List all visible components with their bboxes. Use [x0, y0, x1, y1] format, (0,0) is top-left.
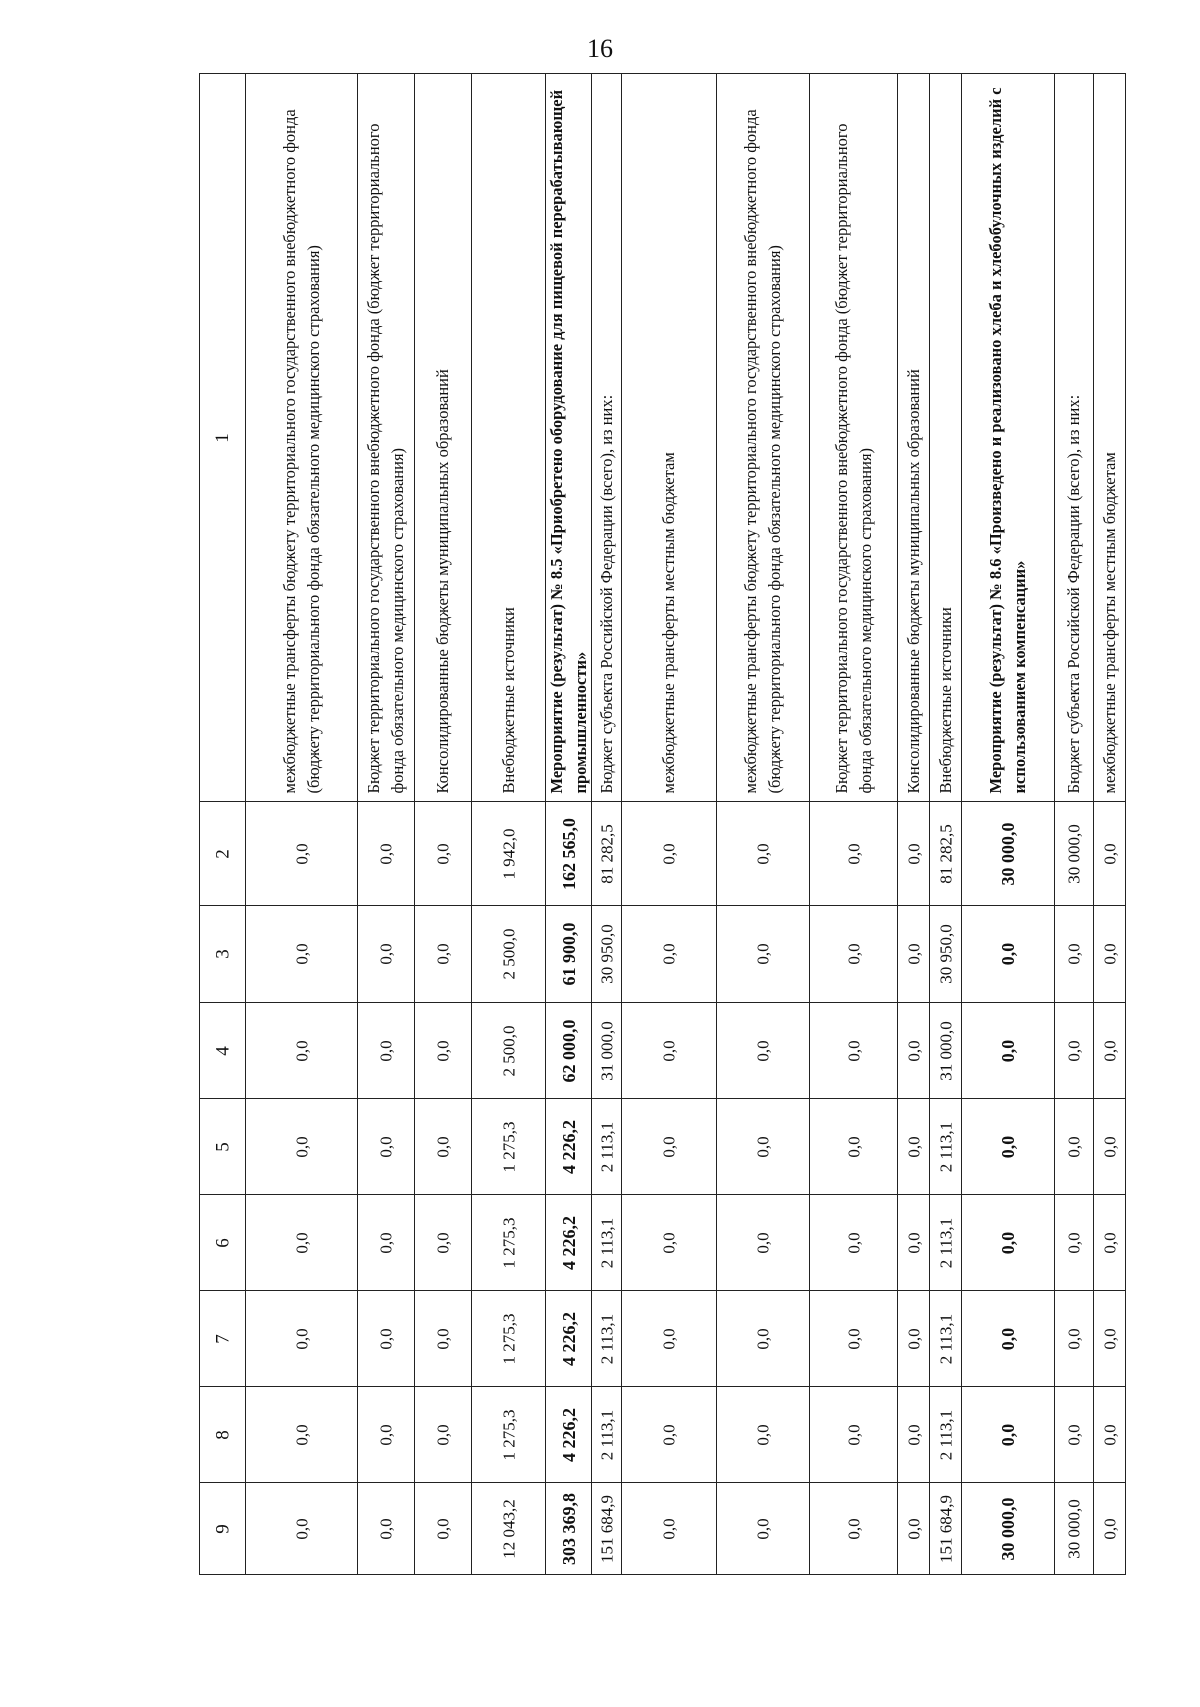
column-number-label: 3: [212, 949, 233, 959]
value-cell: [358, 1003, 415, 1099]
value-text: 61 900,0: [558, 922, 579, 986]
value-text: 0,0: [753, 1327, 773, 1350]
value-cell: [1055, 1195, 1094, 1291]
value-text: 0,0: [433, 1039, 453, 1062]
value-text: 0,0: [998, 1039, 1018, 1062]
value-text: 0,0: [376, 1423, 396, 1446]
value-text: 0,0: [659, 1135, 679, 1158]
value-text: 0,0: [998, 1327, 1018, 1350]
value-cell: [472, 906, 546, 1003]
value-text: 0,0: [904, 1039, 923, 1062]
value-text: 1 275,3: [499, 1313, 518, 1364]
value-cell: [592, 1291, 622, 1387]
value-cell: [810, 1099, 898, 1195]
value-cell: [898, 802, 930, 906]
value-text: 0,0: [292, 1039, 311, 1062]
row-description-text: межбюджетные трансферты бюджету территориального государственного внебюджетного фонда (бюджету территориального фонда обязательного медицинского страхования): [279, 108, 323, 793]
value-cell: [246, 1099, 358, 1195]
value-cell: [810, 1387, 898, 1483]
column-number-label: 1: [211, 432, 233, 443]
value-text: 0,0: [1064, 1231, 1084, 1254]
value-text: 4 226,2: [558, 1407, 579, 1462]
value-cell: [546, 1099, 592, 1195]
value-cell: [962, 1099, 1055, 1195]
column-number-header: [200, 1387, 246, 1483]
value-cell: [592, 1195, 622, 1291]
value-text: 0,0: [1064, 1039, 1084, 1062]
value-text: 0,0: [1100, 1517, 1119, 1540]
value-cell: [622, 1291, 717, 1387]
value-cell: [1055, 1003, 1094, 1099]
value-cell: [622, 802, 717, 906]
value-cell: [717, 802, 810, 906]
value-cell: [472, 1195, 546, 1291]
row-description-text: Бюджет субъекта Российской Федерации (всего), из них:: [596, 394, 616, 793]
row-description: [1055, 74, 1094, 802]
value-text: 30 000,0: [1064, 1498, 1084, 1559]
value-text: 2 113,1: [597, 1217, 616, 1268]
value-cell: [1055, 1483, 1094, 1575]
value-text: 4 226,2: [558, 1215, 579, 1270]
value-text: 1 275,3: [499, 1217, 518, 1268]
value-text: 0,0: [659, 842, 679, 865]
value-cell: [1094, 1291, 1126, 1387]
value-cell: [962, 1291, 1055, 1387]
value-cell: [415, 1099, 472, 1195]
value-text: 0,0: [753, 943, 773, 965]
value-text: 0,0: [659, 1517, 679, 1540]
value-text: 81 282,5: [936, 823, 955, 884]
row-description: [930, 74, 962, 802]
value-text: 0,0: [1100, 1231, 1119, 1254]
value-cell: [415, 802, 472, 906]
value-text: 0,0: [753, 1039, 773, 1062]
value-cell: [472, 1099, 546, 1195]
value-cell: [472, 1387, 546, 1483]
value-cell: [415, 1291, 472, 1387]
value-text: 0,0: [376, 1135, 396, 1158]
value-text: 0,0: [753, 1135, 773, 1158]
value-text: 0,0: [904, 842, 923, 865]
value-cell: [898, 906, 930, 1003]
value-cell: [717, 1291, 810, 1387]
value-text: 1 275,3: [499, 1121, 518, 1172]
value-text: 162 565,0: [558, 817, 579, 890]
row-description-text: Мероприятие (результат) № 8.5 «Приобретено оборудование для пищевой перерабатывающей промышленности»: [546, 89, 590, 793]
description-band: [200, 74, 1126, 802]
value-cell: [810, 1003, 898, 1099]
value-text: 81 282,5: [597, 823, 616, 884]
value-cell: [1094, 1483, 1126, 1575]
value-text: 0,0: [904, 1517, 923, 1540]
value-cell: [1094, 802, 1126, 906]
value-text: 0,0: [433, 1135, 453, 1158]
value-cell: [1055, 1387, 1094, 1483]
value-cell: [930, 1483, 962, 1575]
value-cell: [246, 1387, 358, 1483]
value-text: 0,0: [292, 1135, 311, 1158]
value-text: 0,0: [1100, 1039, 1119, 1062]
value-text: 30 950,0: [597, 924, 616, 984]
column-number-label: 6: [212, 1237, 233, 1248]
value-cell: [717, 1195, 810, 1291]
value-text: 0,0: [433, 943, 453, 965]
value-cell: [717, 1483, 810, 1575]
value-text: 0,0: [844, 1423, 863, 1446]
value-cell: [546, 906, 592, 1003]
column-number-header: [200, 1099, 246, 1195]
value-cell: [898, 1195, 930, 1291]
row-description: [810, 74, 898, 802]
value-cell: [1094, 1003, 1126, 1099]
row-description: [962, 74, 1055, 802]
value-text: 0,0: [904, 943, 923, 965]
column-number-header: [200, 1483, 246, 1575]
value-cell: [546, 1003, 592, 1099]
value-cell: [246, 1003, 358, 1099]
value-text: 0,0: [433, 842, 453, 865]
value-text: 0,0: [1100, 1135, 1119, 1158]
value-cell: [415, 1195, 472, 1291]
value-cell: [810, 1195, 898, 1291]
value-cell: [472, 1003, 546, 1099]
value-cell: [472, 802, 546, 906]
value-text: 0,0: [904, 1231, 923, 1254]
value-cell: [358, 1387, 415, 1483]
value-cell: [717, 1387, 810, 1483]
value-text: 0,0: [753, 1231, 773, 1254]
row-description: [246, 74, 358, 802]
value-cell: [546, 1195, 592, 1291]
value-cell: [930, 1099, 962, 1195]
column-number-label: 8: [212, 1429, 233, 1440]
value-cell: [1094, 906, 1126, 1003]
value-text: 0,0: [1100, 842, 1119, 865]
value-text: 0,0: [292, 1517, 311, 1540]
value-text: 30 000,0: [1064, 823, 1084, 884]
value-text: 0,0: [904, 1135, 923, 1158]
row-description: [622, 74, 717, 802]
value-cell: [358, 802, 415, 906]
column-number-header: [200, 1003, 246, 1099]
value-cell: [962, 1195, 1055, 1291]
value-band-col-8: [200, 1387, 1126, 1483]
value-text: 2 113,1: [936, 1121, 955, 1172]
value-cell: [415, 906, 472, 1003]
row-description: [472, 74, 546, 802]
column-number-header: [200, 74, 246, 802]
value-cell: [546, 802, 592, 906]
value-band-col-7: [200, 1291, 1126, 1387]
value-text: 151 684,9: [936, 1494, 955, 1563]
value-text: 0,0: [844, 842, 863, 865]
column-number-header: [200, 802, 246, 906]
value-cell: [962, 1483, 1055, 1575]
value-text: 0,0: [753, 842, 773, 865]
value-text: 30 950,0: [936, 924, 955, 984]
column-number-label: 7: [212, 1333, 233, 1344]
value-cell: [358, 906, 415, 1003]
value-cell: [930, 906, 962, 1003]
value-text: 0,0: [659, 1327, 679, 1350]
value-cell: [898, 1291, 930, 1387]
value-cell: [810, 906, 898, 1003]
value-text: 0,0: [659, 1423, 679, 1446]
row-description: [717, 74, 810, 802]
column-number-label: 2: [212, 848, 233, 859]
value-cell: [962, 1387, 1055, 1483]
value-text: 2 113,1: [597, 1409, 616, 1460]
value-text: 0,0: [1100, 1423, 1119, 1446]
value-text: 2 113,1: [936, 1313, 955, 1364]
value-text: 0,0: [1100, 943, 1119, 965]
value-text: 0,0: [998, 1423, 1018, 1446]
value-text: 0,0: [433, 1423, 453, 1446]
row-description-text: Бюджет территориального государственного внебюджетного фонда (бюджет территориального фонда обязательного медицинского страхования): [364, 122, 407, 793]
value-text: 0,0: [844, 1039, 863, 1062]
value-cell: [546, 1387, 592, 1483]
value-band-col-4: [200, 1003, 1126, 1099]
value-cell: [358, 1099, 415, 1195]
row-description-text: Внебюджетные источники: [935, 606, 955, 793]
value-text: 12 043,2: [499, 1498, 518, 1559]
value-cell: [898, 1483, 930, 1575]
value-text: 0,0: [844, 1327, 863, 1350]
value-cell: [246, 1483, 358, 1575]
row-description: [1094, 74, 1126, 802]
value-text: 31 000,0: [936, 1020, 955, 1081]
value-text: 30 000,0: [998, 822, 1018, 885]
value-text: 0,0: [376, 1327, 396, 1350]
value-cell: [622, 1195, 717, 1291]
value-text: 2 500,0: [499, 1025, 518, 1076]
value-text: 0,0: [1100, 1327, 1119, 1350]
value-band-col-6: [200, 1195, 1126, 1291]
value-cell: [930, 1291, 962, 1387]
value-text: 0,0: [376, 1231, 396, 1254]
value-band-col-9: [200, 1483, 1126, 1575]
value-text: 0,0: [376, 943, 396, 965]
value-cell: [962, 906, 1055, 1003]
value-text: 0,0: [1064, 1327, 1084, 1350]
row-description-text: Внебюджетные источники: [498, 606, 518, 793]
value-cell: [246, 1195, 358, 1291]
value-text: 0,0: [844, 943, 863, 965]
value-text: 2 113,1: [597, 1121, 616, 1172]
value-text: 0,0: [292, 1327, 311, 1350]
value-cell: [810, 1291, 898, 1387]
value-text: 2 113,1: [936, 1409, 955, 1460]
value-text: 303 369,8: [558, 1492, 579, 1565]
value-cell: [622, 1099, 717, 1195]
value-text: 1 942,0: [499, 828, 518, 879]
value-text: 2 113,1: [936, 1217, 955, 1268]
value-band-col-2: [200, 802, 1126, 906]
value-text: 0,0: [1064, 1135, 1084, 1158]
column-number-header: [200, 1291, 246, 1387]
row-description-text: Мероприятие (результат) № 8.6 «Произведено и реализовано хлеба и хлебобулочных изделий с использованием компенсации»: [986, 86, 1029, 793]
value-cell: [592, 906, 622, 1003]
value-text: 151 684,9: [597, 1494, 616, 1563]
value-text: 4 226,2: [558, 1311, 579, 1366]
row-description-text: межбюджетные трансферты местным бюджетам: [1099, 451, 1119, 793]
value-cell: [592, 802, 622, 906]
value-cell: [592, 1003, 622, 1099]
value-cell: [810, 1483, 898, 1575]
value-text: 0,0: [659, 1231, 679, 1254]
value-cell: [1094, 1099, 1126, 1195]
value-cell: [592, 1387, 622, 1483]
value-text: 0,0: [433, 1231, 453, 1254]
value-text: 0,0: [292, 842, 311, 865]
value-cell: [898, 1099, 930, 1195]
value-cell: [415, 1387, 472, 1483]
value-text: 0,0: [753, 1423, 773, 1446]
value-cell: [1055, 906, 1094, 1003]
value-text: 0,0: [998, 1135, 1018, 1158]
value-cell: [1094, 1195, 1126, 1291]
value-text: 0,0: [904, 1423, 923, 1446]
value-cell: [472, 1483, 546, 1575]
value-text: 0,0: [844, 1231, 863, 1254]
row-description-text: Консолидированные бюджеты муниципальных образований: [903, 368, 923, 793]
value-cell: [810, 802, 898, 906]
row-description-text: Бюджет территориального государственного внебюджетного фонда (бюджет территориального фонда обязательного медицинского страхования): [831, 122, 875, 793]
value-cell: [717, 1099, 810, 1195]
value-text: 0,0: [292, 1423, 311, 1446]
row-description: [358, 74, 415, 802]
value-cell: [962, 802, 1055, 906]
value-cell: [415, 1483, 472, 1575]
value-text: 30 000,0: [998, 1497, 1018, 1560]
row-description: [898, 74, 930, 802]
value-band-col-5: [200, 1099, 1126, 1195]
value-cell: [717, 1003, 810, 1099]
value-text: 0,0: [376, 842, 396, 865]
value-cell: [930, 802, 962, 906]
value-cell: [1094, 1387, 1126, 1483]
value-text: 0,0: [1064, 943, 1084, 965]
column-number-label: 9: [212, 1523, 233, 1534]
value-cell: [546, 1483, 592, 1575]
value-cell: [898, 1003, 930, 1099]
value-cell: [622, 1387, 717, 1483]
value-cell: [930, 1387, 962, 1483]
value-cell: [246, 802, 358, 906]
value-cell: [717, 906, 810, 1003]
value-text: 1 275,3: [499, 1409, 518, 1460]
value-cell: [930, 1195, 962, 1291]
value-band-col-3: [200, 906, 1126, 1003]
value-cell: [546, 1291, 592, 1387]
row-description-text: межбюджетные трансферты местным бюджетам: [659, 451, 678, 793]
value-text: 0,0: [659, 943, 679, 965]
value-cell: [246, 906, 358, 1003]
row-description: [592, 74, 622, 802]
value-text: 62 000,0: [558, 1019, 579, 1082]
page-number: 16: [587, 34, 613, 63]
value-text: 4 226,2: [558, 1119, 579, 1174]
value-cell: [358, 1195, 415, 1291]
value-text: 0,0: [292, 943, 311, 965]
row-description-text: межбюджетные трансферты бюджету территориального государственного внебюджетного фонда (бюджету территориального фонда обязательного медицинского страхования): [741, 108, 784, 793]
value-text: 0,0: [844, 1517, 863, 1540]
value-text: 0,0: [659, 1039, 679, 1062]
value-cell: [930, 1003, 962, 1099]
value-cell: [472, 1291, 546, 1387]
row-description-text: Консолидированные бюджеты муниципальных образований: [433, 368, 452, 793]
value-cell: [622, 1003, 717, 1099]
value-cell: [415, 1003, 472, 1099]
value-text: 0,0: [1064, 1423, 1084, 1446]
column-number-label: 5: [212, 1141, 233, 1152]
value-cell: [622, 906, 717, 1003]
value-cell: [246, 1291, 358, 1387]
value-cell: [898, 1387, 930, 1483]
value-text: 0,0: [292, 1231, 311, 1254]
value-cell: [358, 1291, 415, 1387]
value-text: 0,0: [998, 942, 1018, 966]
value-cell: [358, 1483, 415, 1575]
value-cell: [592, 1099, 622, 1195]
value-cell: [1055, 1099, 1094, 1195]
value-cell: [1055, 1291, 1094, 1387]
value-text: 2 113,1: [597, 1313, 616, 1364]
column-number-header: [200, 1195, 246, 1291]
row-description-text: Бюджет субъекта Российской Федерации (всего), из них:: [1064, 394, 1083, 793]
value-text: 0,0: [753, 1517, 773, 1540]
value-text: 0,0: [376, 1039, 396, 1062]
value-cell: [1055, 802, 1094, 906]
value-text: 0,0: [998, 1231, 1018, 1254]
value-text: 0,0: [433, 1327, 453, 1350]
value-text: 31 000,0: [597, 1020, 616, 1081]
value-cell: [962, 1003, 1055, 1099]
row-description: [546, 74, 592, 802]
column-number-label: 4: [212, 1045, 233, 1056]
row-description: [415, 74, 472, 802]
budget-table: [199, 73, 1126, 1575]
value-cell: [622, 1483, 717, 1575]
value-text: 0,0: [376, 1517, 396, 1540]
value-text: 0,0: [904, 1327, 923, 1350]
value-cell: [592, 1483, 622, 1575]
value-text: 0,0: [433, 1517, 453, 1540]
value-text: 0,0: [844, 1135, 863, 1158]
value-text: 2 500,0: [499, 928, 518, 980]
column-number-header: [200, 906, 246, 1003]
